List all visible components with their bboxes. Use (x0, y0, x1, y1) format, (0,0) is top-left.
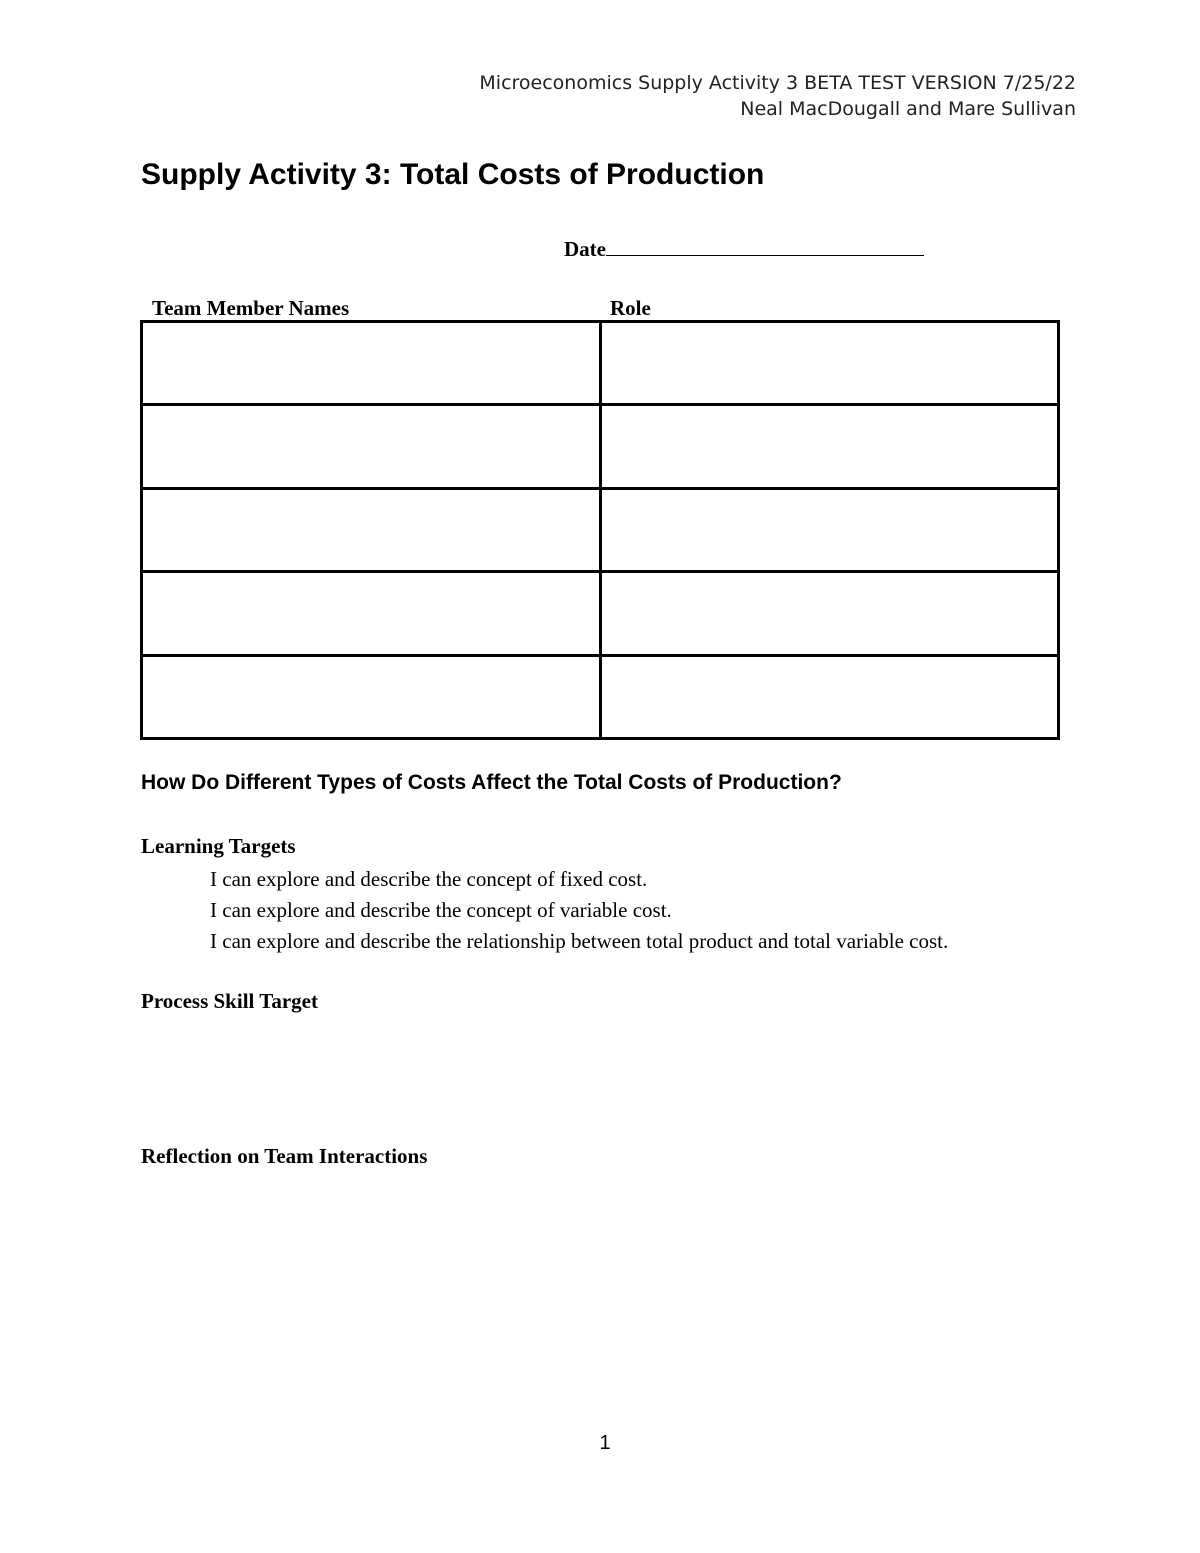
team-member-role-cell[interactable] (600, 655, 1059, 738)
team-member-role-cell[interactable] (600, 322, 1059, 405)
table-row (142, 488, 1059, 571)
team-member-name-cell[interactable] (142, 322, 601, 405)
team-member-table (140, 320, 1060, 740)
header-authors-line: Neal MacDougall and Mare Sullivan (740, 98, 1076, 120)
page-number: 1 (599, 1432, 611, 1454)
table-row (142, 655, 1059, 738)
date-row (564, 233, 924, 262)
team-member-name-cell[interactable] (142, 572, 601, 655)
team-member-name-cell[interactable] (142, 488, 601, 571)
learning-targets-list (210, 864, 948, 957)
process-skill-heading: Process Skill Target (141, 989, 318, 1013)
team-member-role-cell[interactable] (600, 405, 1059, 488)
list-item: I can explore and describe the concept of fixed cost. (210, 867, 648, 891)
team-member-role-cell[interactable] (600, 572, 1059, 655)
reflection-heading: Reflection on Team Interactions (141, 1144, 428, 1168)
table-row (142, 405, 1059, 488)
team-member-name-cell[interactable] (142, 405, 601, 488)
header-course-line: Microeconomics Supply Activity 3 BETA TEST VERSION 7/25/22 (479, 72, 1076, 94)
team-member-name-cell[interactable] (142, 655, 601, 738)
guiding-question: How Do Different Types of Costs Affect the Total Costs of Production? (141, 771, 842, 794)
learning-targets-heading: Learning Targets (141, 834, 296, 858)
table-row (142, 322, 1059, 405)
team-member-role-cell[interactable] (600, 488, 1059, 571)
date-label: Date (564, 237, 606, 261)
list-item: I can explore and describe the concept of variable cost. (210, 898, 672, 922)
role-column-header: Role (610, 296, 651, 320)
page-title: Supply Activity 3: Total Costs of Production (141, 158, 765, 191)
page-header (479, 70, 1076, 122)
team-names-column-header: Team Member Names (152, 296, 350, 320)
date-field[interactable] (606, 233, 924, 256)
table-row (142, 572, 1059, 655)
list-item: I can explore and describe the relationship between total product and total variable cost. (210, 929, 949, 953)
